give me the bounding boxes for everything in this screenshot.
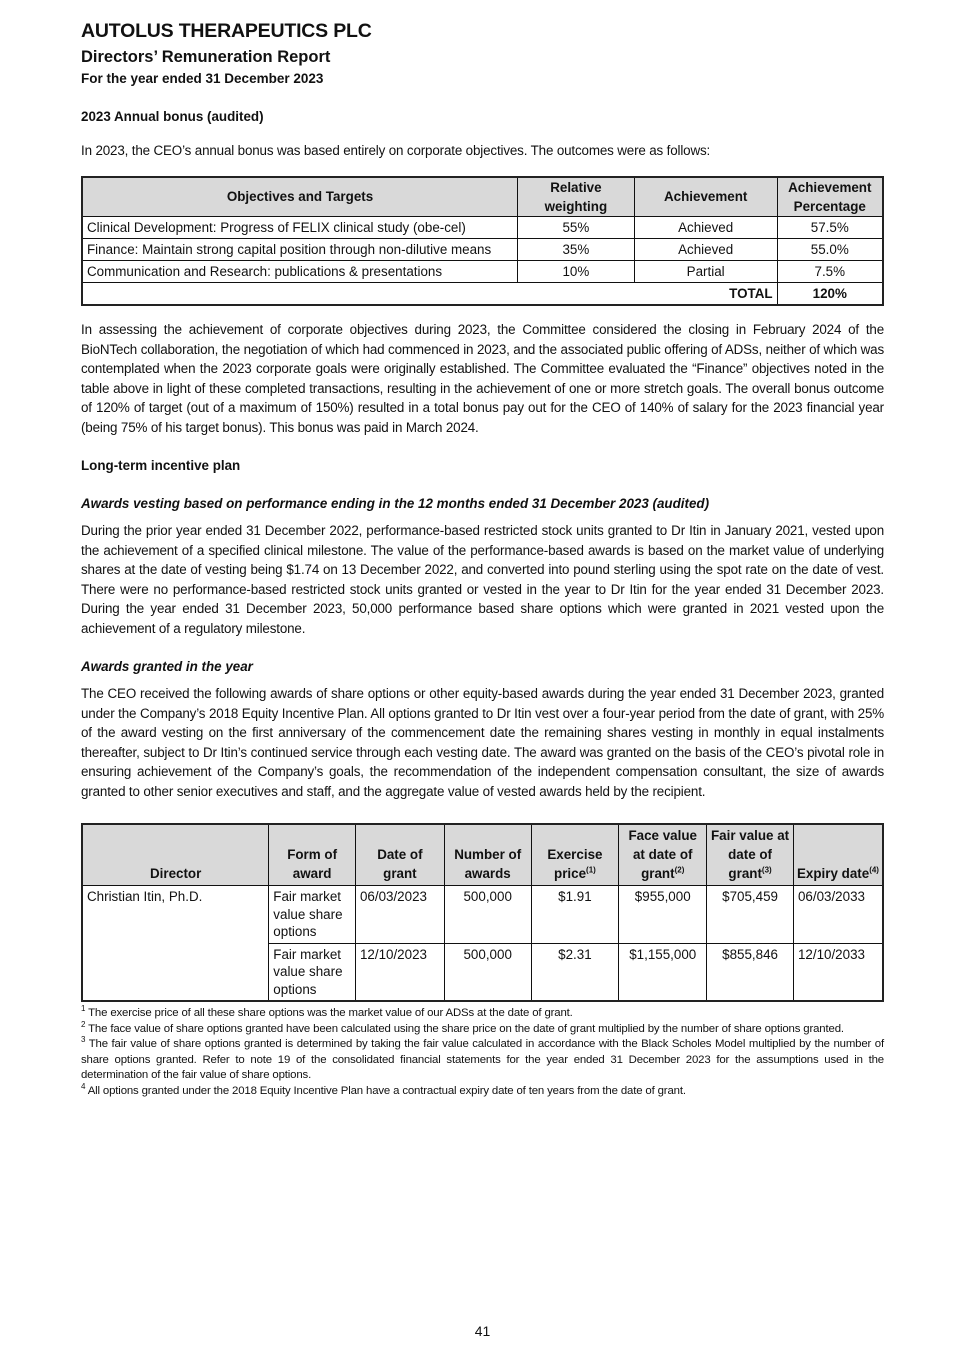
footnotes bbox=[81, 1006, 884, 1099]
weighting-cell: 55% bbox=[518, 217, 635, 239]
col-header-date bbox=[355, 824, 444, 886]
footnote-number: 3 bbox=[81, 1035, 86, 1045]
percentage-cell: 57.5% bbox=[777, 217, 883, 239]
col-header-fair-label: Fair value at date of grant bbox=[710, 828, 790, 881]
face-value-cell: $955,000 bbox=[619, 886, 707, 944]
footnote-text: The exercise price of all these share options was the market value of our ADSs at the date of grant. bbox=[88, 1007, 573, 1019]
col-header-exercise-label: Exercise price bbox=[547, 847, 603, 881]
col-header-form-label: Form of award bbox=[287, 847, 338, 881]
table-total-row bbox=[82, 283, 883, 306]
footnote-number: 1 bbox=[81, 1004, 86, 1014]
col-header-date-label: Date of grant bbox=[377, 847, 423, 881]
bonus-objectives-table bbox=[81, 176, 884, 307]
footnote-ref: (3) bbox=[761, 865, 772, 875]
objective-cell: Finance: Maintain strong capital position through non-dilutive means bbox=[82, 239, 518, 261]
subheading-awards-granted: Awards granted in the year bbox=[81, 659, 253, 674]
col-header-exercise bbox=[531, 824, 619, 886]
total-label: TOTAL bbox=[82, 283, 777, 306]
exercise-cell: $2.31 bbox=[531, 943, 619, 1001]
footnote bbox=[81, 1037, 884, 1084]
footnote-number: 4 bbox=[81, 1081, 86, 1091]
col-header-expiry bbox=[793, 824, 883, 886]
col-header-face-value bbox=[619, 824, 707, 886]
table-row bbox=[82, 261, 883, 283]
col-header-director: Director bbox=[82, 824, 269, 886]
footnote bbox=[81, 1019, 884, 1038]
col-header-weighting: Relative weighting bbox=[518, 177, 635, 217]
document-page bbox=[81, 18, 884, 1099]
number-cell: 500,000 bbox=[444, 943, 531, 1001]
achievement-cell: Achieved bbox=[634, 217, 777, 239]
footnote bbox=[81, 1006, 884, 1022]
weighting-cell: 35% bbox=[518, 239, 635, 261]
table-header-row bbox=[82, 824, 883, 886]
awards-vesting-paragraph: During the prior year ended 31 December 2022, performance-based restricted stock units granted to Dr Itin in January 2021, vested upon the achievement of a specified clinical milestone. The value of the performance-based awards is based on the market value of underlying shares at the date of vesting being $1.74 on 13 December 2022, and converted into pound sterling using the spot rate on the date of vest. There were no performance-based restricted stock units granted or vested in the year to Dr Itin for the year ended 31 December 2023. During the year ended 31 December 2023, 50,000 performance based share options which were granted in 2021 vested upon the achievement of a regulatory milestone. bbox=[81, 523, 884, 636]
bonus-intro: In 2023, the CEO’s annual bonus was based entirely on corporate objectives. The outcomes were as follows: bbox=[81, 143, 711, 158]
percentage-cell: 7.5% bbox=[777, 261, 883, 283]
fair-value-cell: $705,459 bbox=[707, 886, 794, 944]
report-period: For the year ended 31 December 2023 bbox=[81, 71, 324, 86]
col-header-achievement-percentage: Achievement Percentage bbox=[777, 177, 883, 217]
expiry-cell: 06/03/2033 bbox=[793, 886, 883, 944]
form-cell: Fair market value share options bbox=[269, 886, 356, 944]
col-header-achievement: Achievement bbox=[634, 177, 777, 217]
achievement-cell: Achieved bbox=[634, 239, 777, 261]
col-header-expiry-label: Expiry date bbox=[796, 866, 870, 881]
percentage-cell: 55.0% bbox=[777, 239, 883, 261]
col-header-form bbox=[269, 824, 356, 886]
col-header-objectives: Objectives and Targets bbox=[82, 177, 518, 217]
date-cell: 12/10/2023 bbox=[355, 943, 444, 1001]
table-row bbox=[82, 886, 883, 944]
form-cell: Fair market value share options bbox=[269, 943, 356, 1001]
footnote-ref: (2) bbox=[674, 865, 685, 875]
face-value-cell: $1,155,000 bbox=[619, 943, 707, 1001]
footnote-text: The fair value of share options granted is determined by taking the fair value calculated in accordance with the Black Scholes Model multiplied by the number of share options granted. Refer to note 19 of the consolidated financial statements for the year ended 31 December 2023 for the assumptions used in the determination of the fair value of share options. bbox=[81, 1038, 884, 1081]
objective-cell: Clinical Development: Progress of FELIX clinical study (obe-cel) bbox=[82, 217, 518, 239]
expiry-cell: 12/10/2033 bbox=[793, 943, 883, 1001]
table-header-row bbox=[82, 177, 883, 217]
bonus-assessment-paragraph: In assessing the achievement of corporate objectives during 2023, the Committee considered the closing in February 2024 of the BioNTech collaboration, the negotiation of which had commenced in 2023, and the associated public offering of ADSs, neither of which was contemplated when the 2023 corporate goals were originally established. The Committee evaluated the “Finance” objectives noted in the table above in light of these completed transactions, resulting in the achievement of one or more stretch goals. The overall bonus outcome of 120% of target (out of a maximum of 150%) resulted in a total bonus pay out for the CEO of 140% of salary for the 2023 financial year (being 75% of his target bonus). This bonus was paid in March 2024. bbox=[81, 322, 884, 435]
director-cell: Christian Itin, Ph.D. bbox=[82, 886, 269, 1002]
footnote-text: All options granted under the 2018 Equity Incentive Plan have a contractual expiry date of ten years from the date of grant. bbox=[87, 1084, 686, 1097]
col-header-number-label: Number of awards bbox=[454, 847, 522, 881]
footnote-number: 2 bbox=[81, 1019, 86, 1029]
fair-value-cell: $855,846 bbox=[707, 943, 794, 1001]
col-header-fair-value bbox=[707, 824, 794, 886]
weighting-cell: 10% bbox=[518, 261, 635, 283]
table-row bbox=[82, 239, 883, 261]
company-name: AUTOLUS THERAPEUTICS PLC bbox=[81, 20, 372, 42]
exercise-cell: $1.91 bbox=[531, 886, 619, 944]
subheading-awards-vesting: Awards vesting based on performance ending in the 12 months ended 31 December 2023 (audited) bbox=[81, 496, 710, 511]
footnote-ref: (4) bbox=[869, 865, 879, 875]
number-cell: 500,000 bbox=[444, 886, 531, 944]
objective-cell: Communication and Research: publications & presentations bbox=[82, 261, 518, 283]
date-cell: 06/03/2023 bbox=[355, 886, 444, 944]
section-heading-annual-bonus: 2023 Annual bonus (audited) bbox=[81, 109, 264, 124]
total-value: 120% bbox=[777, 283, 883, 306]
section-heading-ltip: Long-term incentive plan bbox=[81, 458, 241, 473]
col-header-number bbox=[444, 824, 531, 886]
footnote bbox=[81, 1081, 884, 1100]
col-header-face-label: Face value at date of grant bbox=[628, 828, 697, 881]
report-title: Directors’ Remuneration Report bbox=[81, 48, 331, 66]
page-number: 41 bbox=[474, 1323, 491, 1339]
awards-granted-table bbox=[81, 823, 884, 1002]
footnote-ref: (1) bbox=[586, 865, 596, 875]
footnote-text: The face value of share options granted have been calculated using the share price on the date of grant multiplied by the number of share options granted. bbox=[88, 1022, 844, 1035]
awards-granted-paragraph: The CEO received the following awards of share options or other equity-based awards during the year ended 31 December 2023, granted under the Company’s 2018 Equity Incentive Plan. All options granted to Dr Itin vest over a four-year period from the date of grant, with 25% of the award vesting on the first anniversary of the commencement date the remaining shares vesting in monthly in equal instalments thereafter, subject to Dr Itin’s continued service through each vesting date. The award was granted on the basis of the CEO’s pivotal role in ensuring achievement of the Company’s goals, the recommendation of the independent compensation consultant, the size of awards granted to other senior executives and staff, and the aggregate value of vested awards held by the recipient. bbox=[81, 686, 884, 799]
achievement-cell: Partial bbox=[634, 261, 777, 283]
table-row bbox=[82, 217, 883, 239]
